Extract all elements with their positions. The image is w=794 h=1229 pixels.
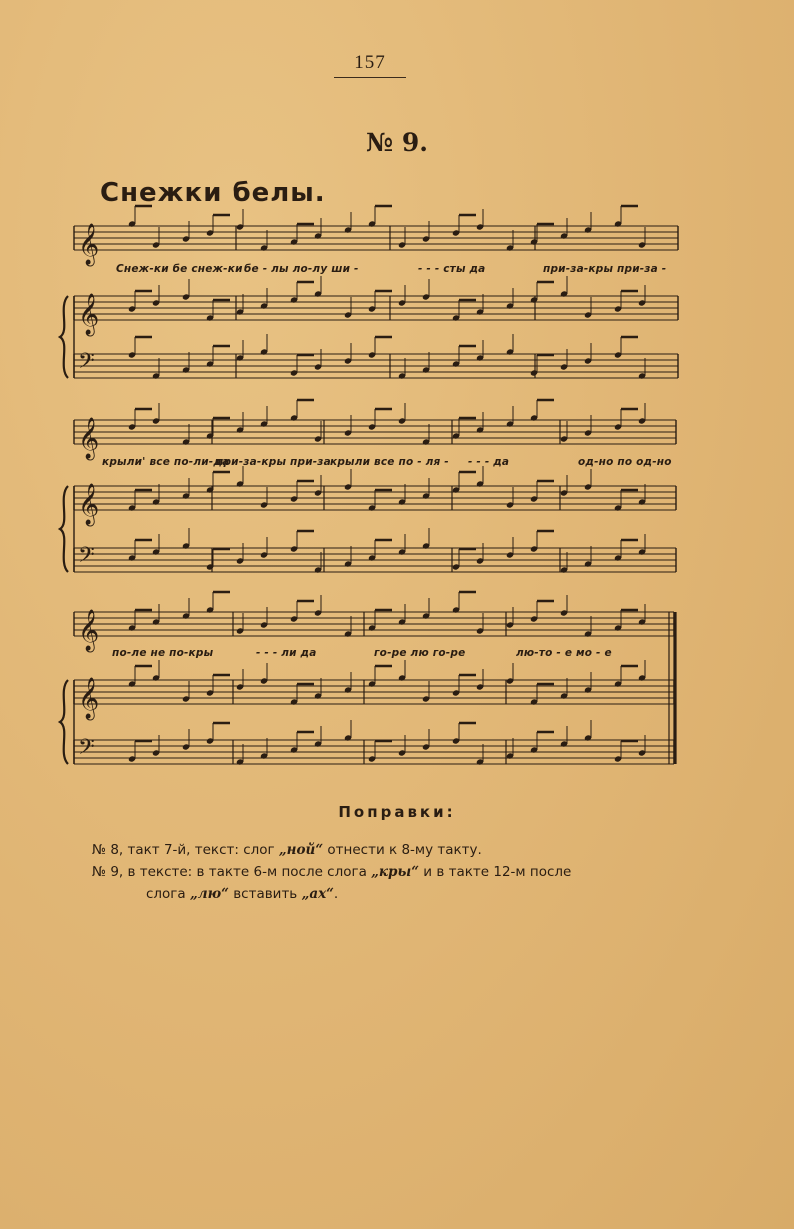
clef: 𝄢 — [78, 349, 95, 379]
correction-2-text-c: слога — [146, 886, 190, 902]
piano-brace — [60, 296, 68, 378]
lyric-s1-m4: при-за-кры при-за - — [543, 263, 667, 275]
clef: 𝄢 — [78, 735, 95, 765]
lyric-s1-m3: - - - сты да — [418, 263, 486, 275]
correction-2-quote-a: „кры“ — [371, 864, 419, 880]
lyric-s2-m1: крыли' все по-ли-да — [102, 456, 230, 468]
correction-2-text-e: . — [333, 886, 339, 902]
clef: 𝄞 — [78, 224, 100, 265]
correction-1-text-a: № 8, такт 7-й, текст: слог — [92, 842, 279, 858]
lyric-s3-m3: го-ре лю го-ре — [374, 647, 466, 659]
song-title: Снежки белы. — [100, 178, 326, 208]
lyric-s2-m4: - - - да — [468, 456, 510, 468]
correction-2-quote-b: „лю“ — [189, 886, 229, 902]
piano-brace — [60, 486, 68, 572]
correction-2-line2 — [146, 886, 338, 902]
clef: 𝄞 — [78, 484, 100, 525]
lyric-s2-m5: од-но по од-но — [578, 456, 672, 468]
lyric-s1-m2: бе - лы ло-лу ши - — [244, 263, 359, 275]
correction-2-quote-c: „ах“ — [301, 886, 334, 902]
correction-1-quote: „ной“ — [278, 842, 324, 858]
clef: 𝄞 — [78, 418, 100, 459]
lyric-s1-m1: Снеж-ки бе снеж-ки — [116, 263, 243, 275]
lyric-s3-m2: - - - ли да — [256, 647, 317, 659]
piece-number: № 9. — [366, 128, 428, 157]
lyric-s3-m1: по-ле не по-кры — [112, 647, 214, 659]
lyric-s3-m4: лю-то - е мо - е — [516, 647, 612, 659]
corrections-heading: Поправки: — [338, 803, 456, 821]
correction-2-text-d: вставить — [228, 886, 302, 902]
correction-1 — [92, 842, 482, 858]
correction-2-line1 — [92, 864, 571, 880]
correction-2-text-b: и в такте 12-м после — [419, 864, 572, 880]
clef: 𝄞 — [78, 678, 100, 719]
page-number: 157 — [354, 52, 386, 73]
piano-brace — [60, 680, 68, 764]
lyric-s2-m3: крыли все по - ля - — [330, 456, 449, 468]
clef: 𝄞 — [78, 294, 100, 335]
clef: 𝄢 — [78, 543, 95, 573]
clef: 𝄞 — [78, 610, 100, 651]
correction-1-text-b: отнести к 8-му такту. — [323, 842, 482, 858]
correction-2-text-a: № 9, в тексте: в такте 6-м после слога — [92, 864, 372, 880]
lyric-s2-m2: при-за-кры при-за — [216, 456, 331, 468]
